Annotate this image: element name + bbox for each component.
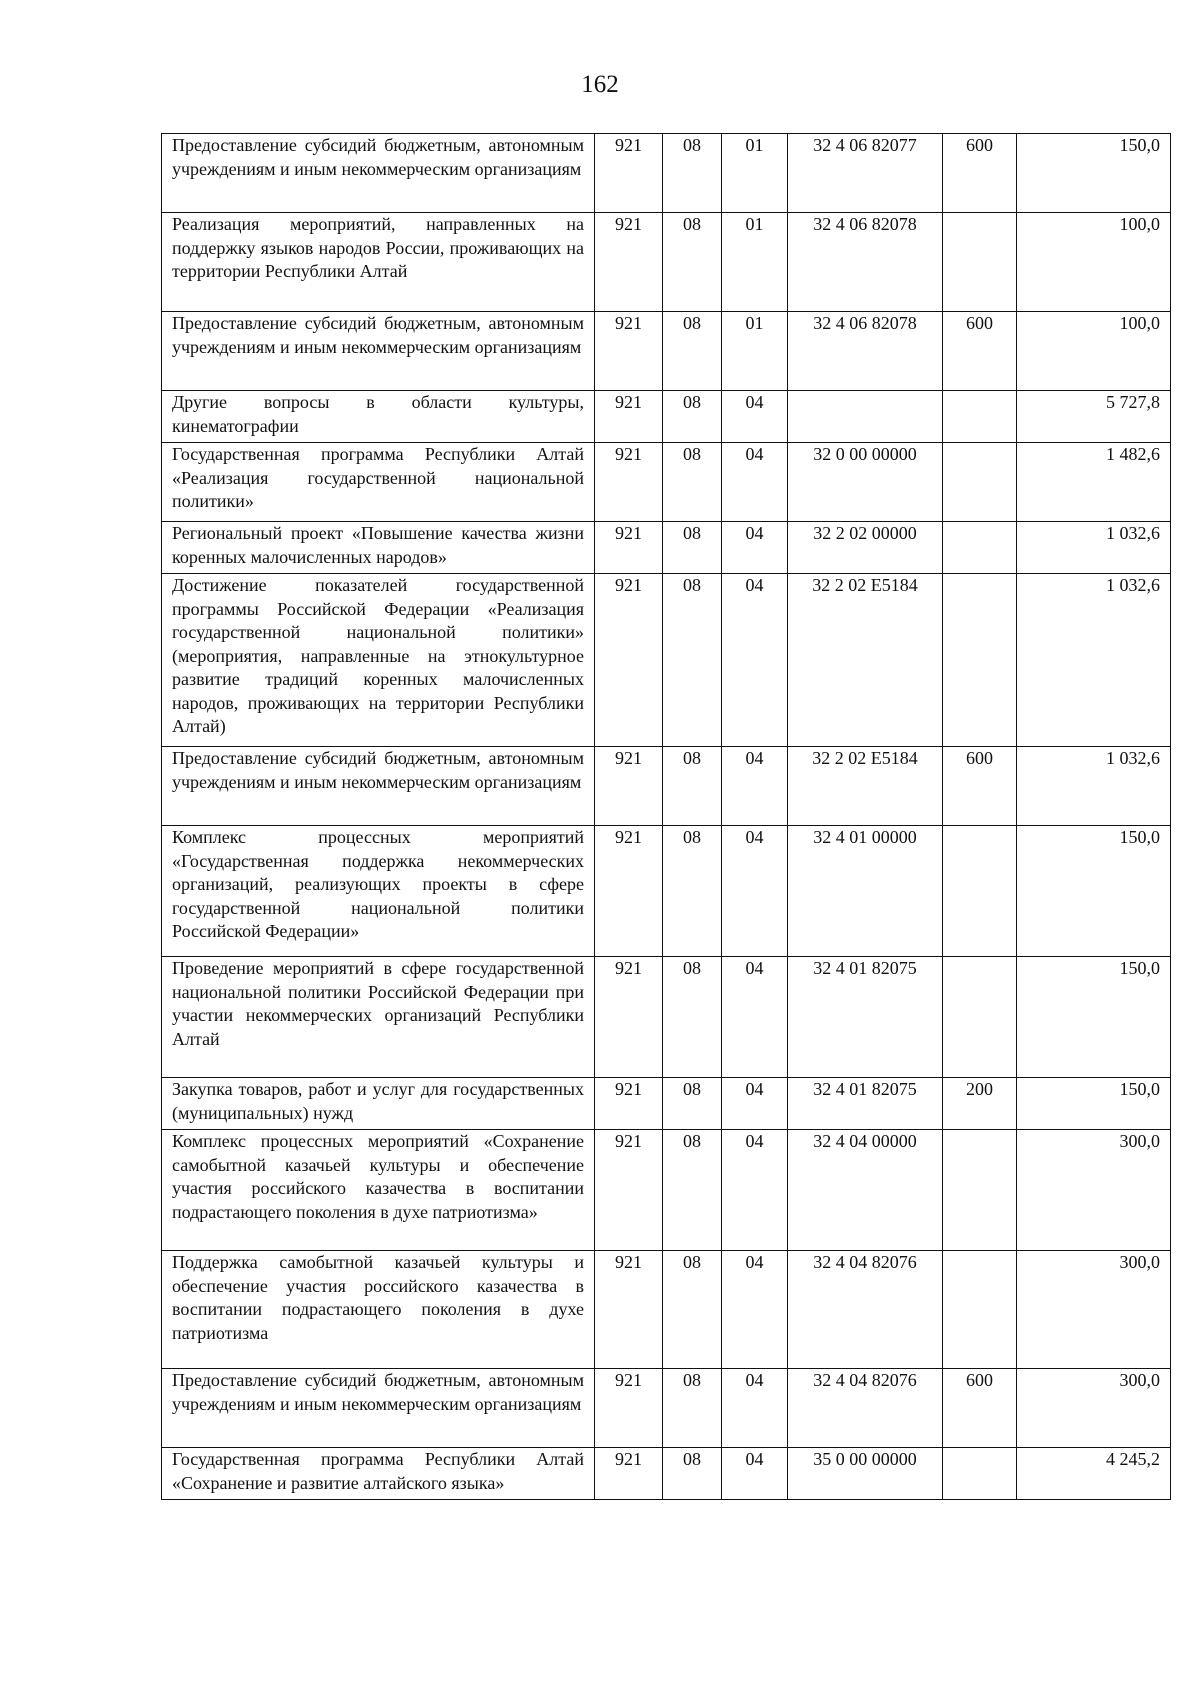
row-target-code: 32 4 06 82077	[788, 134, 943, 213]
row-ministry-code: 921	[595, 1369, 663, 1448]
row-subsection-code: 04	[722, 443, 788, 522]
row-section-code: 08	[663, 522, 722, 574]
row-subsection-code: 01	[722, 312, 788, 391]
row-subsection-code: 04	[722, 391, 788, 443]
row-name: Региональный проект «Повышение качества жизни коренных малочисленных народов»	[162, 522, 595, 574]
row-subsection-code: 01	[722, 213, 788, 312]
row-target-code: 32 4 06 82078	[788, 213, 943, 312]
row-subsection-code: 04	[722, 957, 788, 1078]
row-section-code: 08	[663, 391, 722, 443]
row-expense-type: 600	[943, 134, 1017, 213]
row-section-code: 08	[663, 1369, 722, 1448]
table-row	[162, 574, 1171, 747]
row-target-code: 32 4 04 82076	[788, 1251, 943, 1369]
row-expense-type	[943, 213, 1017, 312]
row-target-code: 32 4 06 82078	[788, 312, 943, 391]
row-expense-type: 600	[943, 747, 1017, 826]
row-subsection-code: 01	[722, 134, 788, 213]
row-expense-type	[943, 1251, 1017, 1369]
row-target-code: 32 4 01 82075	[788, 957, 943, 1078]
row-section-code: 08	[663, 574, 722, 747]
row-target-code: 32 0 00 00000	[788, 443, 943, 522]
row-expense-type	[943, 826, 1017, 957]
table-row	[162, 213, 1171, 312]
row-ministry-code: 921	[595, 443, 663, 522]
row-name: Комплекс процессных мероприятий «Государственная поддержка некоммерческих организаций, реализующих проекты в сфере государственной национальной политики Российской Федерации»	[162, 826, 595, 957]
row-subsection-code: 04	[722, 1251, 788, 1369]
row-name: Государственная программа Республики Алтай «Реализация государственной национальной политики»	[162, 443, 595, 522]
row-target-code: 32 2 02 E5184	[788, 574, 943, 747]
table-row	[162, 1130, 1171, 1251]
row-target-code: 32 4 01 00000	[788, 826, 943, 957]
row-subsection-code: 04	[722, 522, 788, 574]
row-ministry-code: 921	[595, 1251, 663, 1369]
row-ministry-code: 921	[595, 391, 663, 443]
row-target-code: 32 2 02 E5184	[788, 747, 943, 826]
row-name: Поддержка самобытной казачьей культуры и обеспечение участия российского казачества в воспитании подрастающего поколения в духе патриотизма	[162, 1251, 595, 1369]
table-row	[162, 312, 1171, 391]
row-target-code: 32 2 02 00000	[788, 522, 943, 574]
row-amount: 150,0	[1017, 826, 1171, 957]
row-amount: 300,0	[1017, 1369, 1171, 1448]
row-section-code: 08	[663, 213, 722, 312]
row-subsection-code: 04	[722, 1448, 788, 1500]
row-target-code: 32 4 01 82075	[788, 1078, 943, 1130]
row-amount: 4 245,2	[1017, 1448, 1171, 1500]
row-target-code	[788, 391, 943, 443]
row-subsection-code: 04	[722, 1369, 788, 1448]
row-ministry-code: 921	[595, 312, 663, 391]
budget-table-body	[162, 134, 1171, 1500]
row-amount: 100,0	[1017, 213, 1171, 312]
table-row	[162, 443, 1171, 522]
row-name: Другие вопросы в области культуры, кинематографии	[162, 391, 595, 443]
row-name: Комплекс процессных мероприятий «Сохранение самобытной казачьей культуры и обеспечение участия российского казачества в воспитании подрастающего поколения в духе патриотизма»	[162, 1130, 595, 1251]
row-target-code: 35 0 00 00000	[788, 1448, 943, 1500]
table-row	[162, 747, 1171, 826]
row-subsection-code: 04	[722, 747, 788, 826]
row-amount: 300,0	[1017, 1130, 1171, 1251]
row-subsection-code: 04	[722, 1130, 788, 1251]
row-section-code: 08	[663, 312, 722, 391]
row-subsection-code: 04	[722, 826, 788, 957]
row-amount: 1 032,6	[1017, 522, 1171, 574]
table-row	[162, 391, 1171, 443]
row-ministry-code: 921	[595, 747, 663, 826]
row-ministry-code: 921	[595, 213, 663, 312]
row-ministry-code: 921	[595, 826, 663, 957]
row-section-code: 08	[663, 1130, 722, 1251]
page-number: 162	[581, 71, 619, 98]
row-section-code: 08	[663, 1448, 722, 1500]
row-amount: 1 032,6	[1017, 574, 1171, 747]
budget-table	[161, 133, 1171, 1500]
row-expense-type	[943, 522, 1017, 574]
row-name: Проведение мероприятий в сфере государственной национальной политики Российской Федерации при участии некоммерческих организаций Республики Алтай	[162, 957, 595, 1078]
table-row	[162, 1251, 1171, 1369]
table-row	[162, 1448, 1171, 1500]
row-ministry-code: 921	[595, 957, 663, 1078]
row-name: Закупка товаров, работ и услуг для государственных (муниципальных) нужд	[162, 1078, 595, 1130]
row-section-code: 08	[663, 826, 722, 957]
row-expense-type	[943, 1130, 1017, 1251]
row-expense-type: 600	[943, 312, 1017, 391]
row-ministry-code: 921	[595, 1078, 663, 1130]
row-amount: 1 482,6	[1017, 443, 1171, 522]
row-section-code: 08	[663, 1251, 722, 1369]
row-section-code: 08	[663, 1078, 722, 1130]
row-amount: 150,0	[1017, 134, 1171, 213]
row-expense-type	[943, 957, 1017, 1078]
row-amount: 100,0	[1017, 312, 1171, 391]
row-target-code: 32 4 04 00000	[788, 1130, 943, 1251]
row-section-code: 08	[663, 134, 722, 213]
table-row	[162, 957, 1171, 1078]
row-name: Предоставление субсидий бюджетным, автономным учреждениям и иным некоммерческим организациям	[162, 1369, 595, 1448]
row-expense-type	[943, 391, 1017, 443]
row-ministry-code: 921	[595, 574, 663, 747]
row-amount: 5 727,8	[1017, 391, 1171, 443]
row-section-code: 08	[663, 957, 722, 1078]
row-amount: 1 032,6	[1017, 747, 1171, 826]
row-name: Достижение показателей государственной программы Российской Федерации «Реализация государственной национальной политики» (мероприятия, направленные на этнокультурное развитие традиций коренных малочисленных народов, проживающих на территории Республики Алтай)	[162, 574, 595, 747]
row-ministry-code: 921	[595, 522, 663, 574]
row-ministry-code: 921	[595, 1448, 663, 1500]
row-section-code: 08	[663, 747, 722, 826]
row-name: Реализация мероприятий, направленных на поддержку языков народов России, проживающих на территории Республики Алтай	[162, 213, 595, 312]
row-subsection-code: 04	[722, 1078, 788, 1130]
row-name: Предоставление субсидий бюджетным, автономным учреждениям и иным некоммерческим организациям	[162, 134, 595, 213]
row-section-code: 08	[663, 443, 722, 522]
table-row	[162, 826, 1171, 957]
row-expense-type	[943, 443, 1017, 522]
row-subsection-code: 04	[722, 574, 788, 747]
row-ministry-code: 921	[595, 134, 663, 213]
table-row	[162, 1369, 1171, 1448]
row-amount: 300,0	[1017, 1251, 1171, 1369]
row-ministry-code: 921	[595, 1130, 663, 1251]
table-row	[162, 134, 1171, 213]
row-amount: 150,0	[1017, 1078, 1171, 1130]
table-row	[162, 522, 1171, 574]
row-name: Предоставление субсидий бюджетным, автономным учреждениям и иным некоммерческим организациям	[162, 312, 595, 391]
row-amount: 150,0	[1017, 957, 1171, 1078]
row-name: Предоставление субсидий бюджетным, автономным учреждениям и иным некоммерческим организациям	[162, 747, 595, 826]
row-expense-type	[943, 574, 1017, 747]
row-expense-type	[943, 1448, 1017, 1500]
row-name: Государственная программа Республики Алтай «Сохранение и развитие алтайского языка»	[162, 1448, 595, 1500]
row-expense-type: 200	[943, 1078, 1017, 1130]
row-target-code: 32 4 04 82076	[788, 1369, 943, 1448]
row-expense-type: 600	[943, 1369, 1017, 1448]
table-row	[162, 1078, 1171, 1130]
